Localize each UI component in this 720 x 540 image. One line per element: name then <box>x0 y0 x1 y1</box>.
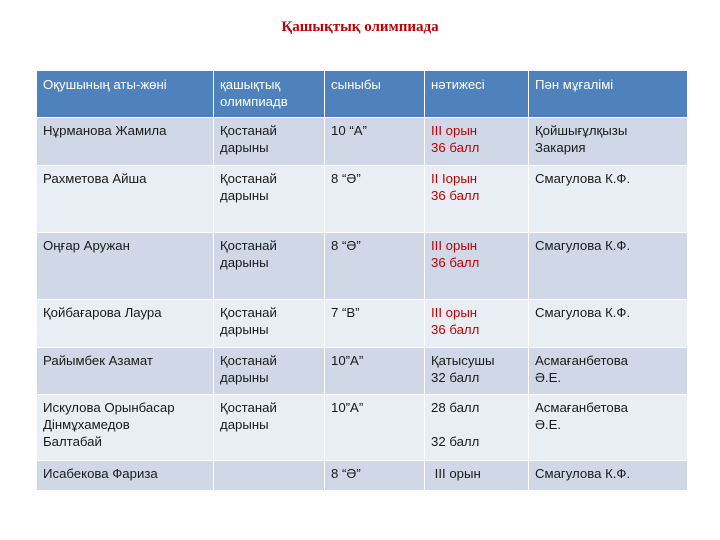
olympiad-line: Қостанай <box>220 353 277 368</box>
table-row <box>37 348 688 395</box>
grade-cell: 8 “Ә” <box>325 166 425 233</box>
result-line: III орын <box>431 305 478 320</box>
olympiad-cell <box>214 461 325 491</box>
result-cell <box>425 118 529 166</box>
olympiad-line: дарыны <box>220 322 269 337</box>
olympiad-line: дарыны <box>220 140 269 155</box>
olympiad-line: дарыны <box>220 188 269 203</box>
table-header-row <box>37 71 688 118</box>
result-line: 32 балл <box>431 370 480 385</box>
header-student-name: Оқушының аты-жөні <box>37 71 214 118</box>
olympiad-line: Қостанай <box>220 123 277 138</box>
olympiad-cell <box>214 118 325 166</box>
result-line: 36 балл <box>431 322 480 337</box>
result-line: III орын <box>431 238 478 253</box>
olympiad-cell <box>214 395 325 461</box>
teacher-cell <box>529 233 688 300</box>
teacher-line: Смагулова К.Ф. <box>535 238 631 253</box>
teacher-cell <box>529 348 688 395</box>
student-name: Нұрманова Жамила <box>43 123 167 138</box>
olympiad-line: Қостанай <box>220 400 277 415</box>
student-name-cell <box>37 395 214 461</box>
olympiad-line: Қостанай <box>220 171 277 186</box>
table-row <box>37 118 688 166</box>
result-line: III орын <box>431 466 481 481</box>
result-line: 36 балл <box>431 255 480 270</box>
teacher-cell <box>529 166 688 233</box>
result-line: 36 балл <box>431 140 480 155</box>
teacher-line: Ә.Е. <box>535 370 562 385</box>
result-cell <box>425 300 529 348</box>
header-olympiad: қашықтық олимпиадв <box>214 71 325 118</box>
olympiad-line: дарыны <box>220 417 269 432</box>
teacher-cell <box>529 395 688 461</box>
grade-cell: 10”А” <box>325 348 425 395</box>
olympiad-cell <box>214 166 325 233</box>
student-name-cell <box>37 461 214 491</box>
teacher-line: Смагулова К.Ф. <box>535 466 631 481</box>
student-name: Искулова Орынбасар <box>43 400 175 415</box>
student-name: Исабекова Фариза <box>43 466 158 481</box>
table-row <box>37 461 688 491</box>
result-cell <box>425 166 529 233</box>
student-name: Оңғар Аружан <box>43 238 130 253</box>
header-grade: сыныбы <box>325 71 425 118</box>
student-name-cell <box>37 118 214 166</box>
result-cell <box>425 395 529 461</box>
teacher-line: Қойшығұлқызы <box>535 123 628 138</box>
grade-cell: 10”А” <box>325 395 425 461</box>
student-name-cell <box>37 233 214 300</box>
table-row <box>37 166 688 233</box>
result-line: III орын <box>431 123 478 138</box>
student-name: Дінмұхамедов <box>43 417 130 432</box>
grade-cell: 10 “А” <box>325 118 425 166</box>
result-line: Қатысушы <box>431 353 495 368</box>
table-row <box>37 233 688 300</box>
teacher-cell <box>529 118 688 166</box>
result-line: 36 балл <box>431 188 480 203</box>
olympiad-cell <box>214 233 325 300</box>
student-name: Райымбек Азамат <box>43 353 153 368</box>
result-cell <box>425 461 529 491</box>
student-name: Балтабай <box>43 434 102 449</box>
olympiad-line: Қостанай <box>220 305 277 320</box>
teacher-line: Асмағанбетова <box>535 353 628 368</box>
grade-cell: 8 “Ә” <box>325 461 425 491</box>
teacher-cell <box>529 300 688 348</box>
teacher-cell <box>529 461 688 491</box>
teacher-line: Закария <box>535 140 586 155</box>
grade-cell: 7 “В” <box>325 300 425 348</box>
olympiad-line: дарыны <box>220 370 269 385</box>
teacher-line: Асмағанбетова <box>535 400 628 415</box>
result-line: 28 балл <box>431 400 480 415</box>
header-result: нәтижесі <box>425 71 529 118</box>
table-row <box>37 395 688 461</box>
result-line: 32 балл <box>431 434 480 449</box>
teacher-line: Смагулова К.Ф. <box>535 305 631 320</box>
table-row <box>37 300 688 348</box>
result-cell <box>425 348 529 395</box>
result-gap <box>431 416 522 433</box>
header-teacher: Пән мұғалімі <box>529 71 688 118</box>
olympiad-line: Қостанай <box>220 238 277 253</box>
result-cell <box>425 233 529 300</box>
olympiad-results-table <box>36 70 688 491</box>
student-name: Қойбағарова Лаура <box>43 305 162 320</box>
teacher-line: Ә.Е. <box>535 417 562 432</box>
teacher-line: Смагулова К.Ф. <box>535 171 631 186</box>
result-line: II Іорын <box>431 171 478 186</box>
olympiad-cell <box>214 348 325 395</box>
student-name-cell <box>37 348 214 395</box>
page-title: Қашықтық олимпиада <box>281 19 439 35</box>
olympiad-line: дарыны <box>220 255 269 270</box>
student-name-cell <box>37 300 214 348</box>
student-name: Рахметова Айша <box>43 171 147 186</box>
grade-cell: 8 “Ә” <box>325 233 425 300</box>
student-name-cell <box>37 166 214 233</box>
olympiad-cell <box>214 300 325 348</box>
